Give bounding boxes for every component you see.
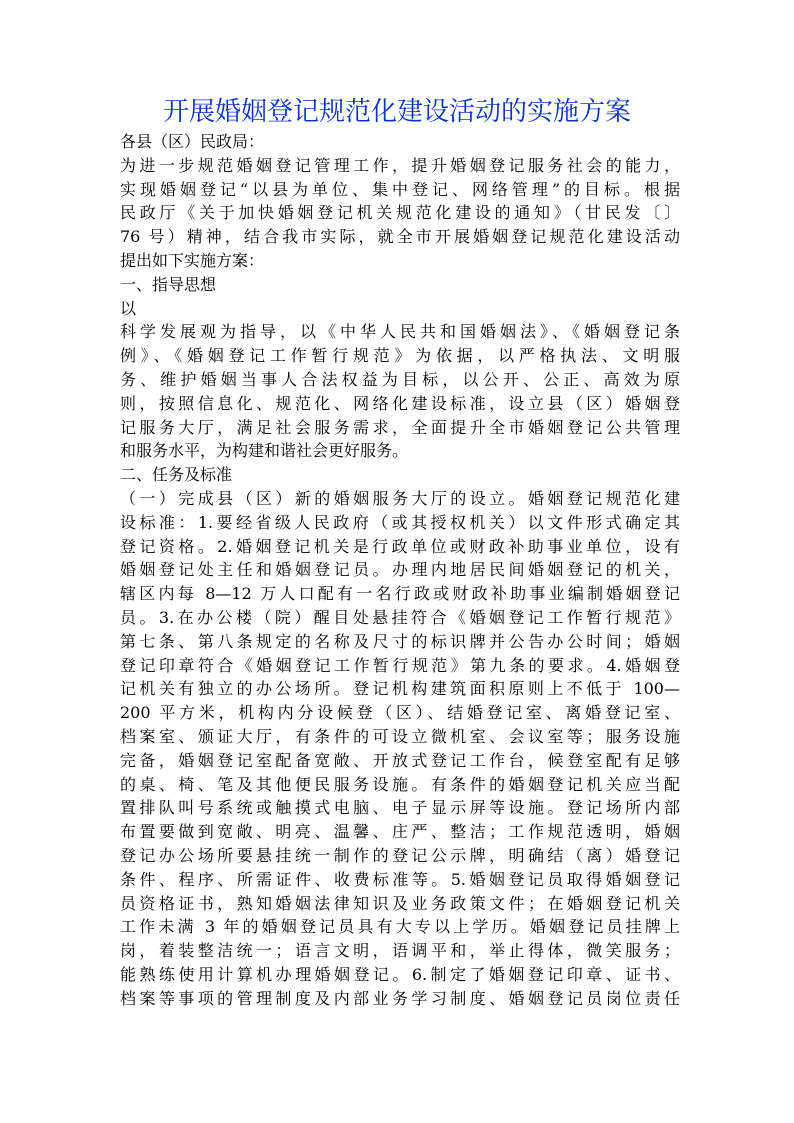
body-line: 完备，婚姻登记室配备宽敞、开放式登记工作台，候登室配有足够	[120, 750, 680, 770]
body-line: 岗，着装整洁统一；语言文明，语调平和，举止得体，微笑服务；	[120, 941, 680, 961]
body-line: 实现婚姻登记“以县为单位、集中登记、网络管理”的目标。根据	[120, 179, 680, 199]
body-line: 工作未满 3 年的婚姻登记员具有大专以上学历。婚姻登记员挂牌上	[120, 917, 680, 937]
body-line: 民政厅《关于加快婚姻登记机关规范化建设的通知》（甘民发〔〕	[120, 203, 680, 223]
body-line: 登记办公场所要悬挂统一制作的登记公示牌，明确结（离）婚登记	[120, 845, 680, 865]
body-line: 的桌、椅、笔及其他便民服务设施。有条件的婚姻登记机关应当配	[120, 774, 680, 794]
body-line: （一）完成县（区）新的婚姻服务大厅的设立。婚姻登记规范化建	[120, 488, 680, 508]
body-line: 和服务水平，为构建和谐社会更好服务。	[120, 441, 409, 461]
body-line: 档案等事项的管理制度及内部业务学习制度、婚姻登记员岗位责任	[120, 988, 680, 1008]
body-line: 各县（区）民政局：	[120, 132, 265, 151]
body-line: 二、任务及标准	[120, 465, 233, 485]
body-line: 档案室、颁证大厅，有条件的可设立微机室、会议室等；服务设施	[120, 726, 680, 746]
body-line: 能熟练使用计算机办理婚姻登记。6.制定了婚姻登记印章、证书、	[120, 964, 680, 984]
body-line: 第七条、第八条规定的名称及尺寸的标识牌并公告办公时间；婚姻	[120, 631, 680, 651]
body-line: 以	[120, 298, 137, 318]
body-line: 为进一步规范婚姻登记管理工作，提升婚姻登记服务社会的能力，	[120, 155, 680, 175]
document-body	[120, 130, 680, 1010]
body-line: 婚姻登记处主任和婚姻登记员。办理内地居民间婚姻登记的机关，	[120, 560, 680, 580]
body-line: 记机关有独立的办公场所。登记机构建筑面积原则上不低于 100—	[120, 679, 680, 699]
body-line: 员。3.在办公楼（院）醒目处悬挂符合《婚姻登记工作暂行规范》	[120, 607, 680, 627]
body-line: 科学发展观为指导，以《中华人民共和国婚姻法》、《婚姻登记条	[120, 322, 680, 342]
body-line: 置排队叫号系统或触摸式电脑、电子显示屏等设施。登记场所内部	[120, 798, 680, 818]
body-line: 务、维护婚姻当事人合法权益为目标，以公开、公正、高效为原	[120, 369, 680, 389]
body-line: 员资格证书，熟知婚姻法律知识及业务政策文件；在婚姻登记机关	[120, 893, 680, 913]
body-line: 则，按照信息化、规范化、网络化建设标准，设立县（区）婚姻登	[120, 393, 680, 413]
body-line: 辖区内每 8—12 万人口配有一名行政或财政补助事业编制婚姻登记	[120, 584, 680, 604]
body-line: 登记资格。2.婚姻登记机关是行政单位或财政补助事业单位，设有	[120, 536, 680, 556]
body-line: 登记印章符合《婚姻登记工作暂行规范》第九条的要求。4.婚姻登	[120, 655, 680, 675]
body-line: 布置要做到宽敞、明亮、温馨、庄严、整洁；工作规范透明，婚姻	[120, 822, 680, 842]
body-line: 提出如下实施方案：	[120, 250, 265, 270]
body-line: 例》、《婚姻登记工作暂行规范》为依据，以严格执法、文明服	[120, 346, 680, 366]
body-line: 76 号）精神，结合我市实际，就全市开展婚姻登记规范化建设活动	[120, 227, 680, 247]
body-line: 200 平方米，机构内分设候登（区）、结婚登记室、离婚登记室、	[120, 703, 680, 723]
body-line: 条件、程序、所需证件、收费标准等。5.婚姻登记员取得婚姻登记	[120, 869, 680, 889]
body-line: 一、指导思想	[120, 274, 217, 294]
body-line: 设标准：1.要经省级人民政府（或其授权机关）以文件形式确定其	[120, 512, 680, 532]
body-line: 记服务大厅，满足社会服务需求，全面提升全市婚姻登记公共管理	[120, 417, 680, 437]
document-title: 开展婚姻登记规范化建设活动的实施方案	[162, 97, 631, 127]
